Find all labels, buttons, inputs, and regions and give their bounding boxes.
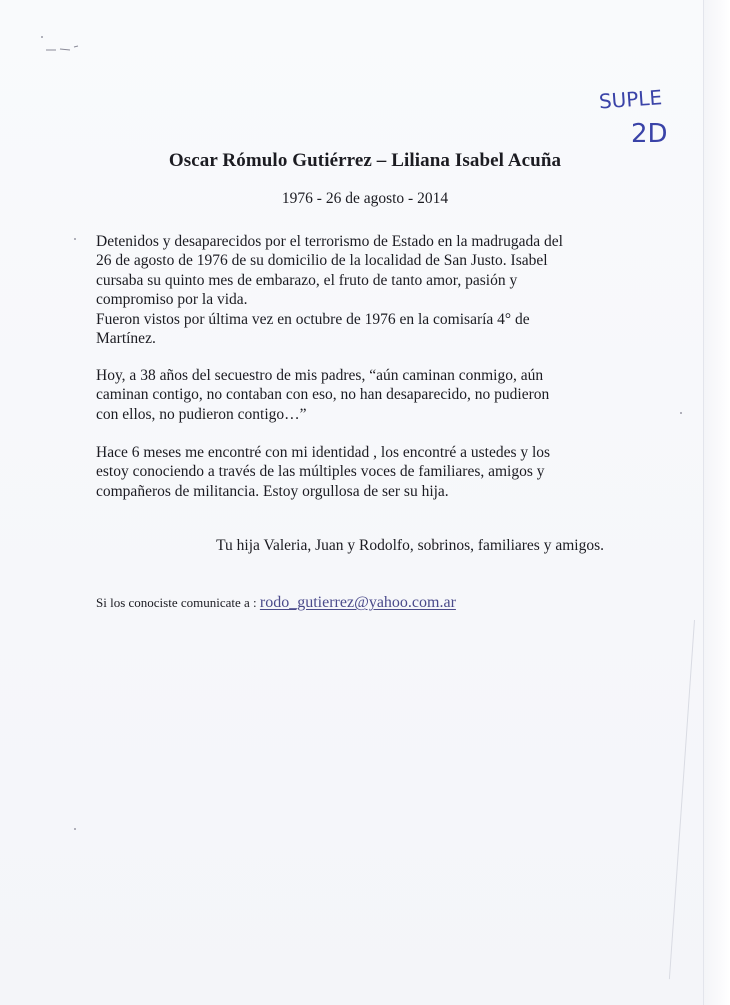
paragraph-line: estoy conociendo a través de las múltiples voces de familiares, amigos y (96, 463, 545, 481)
paragraph-line: Fueron vistos por última vez en octubre de 1976 en la comisaría 4° de (96, 310, 530, 328)
paragraph-line: cursaba su quinto mes de embarazo, el fruto de tanto amor, pasión y (96, 271, 518, 289)
paragraph-line: caminan contigo, no contaban con eso, no han desaparecido, no pudieron (96, 386, 550, 404)
signature-line: Tu hija Valeria, Juan y Rodolfo, sobrinos, familiares y amigos. (216, 537, 604, 554)
paragraph-2 (96, 366, 604, 424)
paragraph-line: 26 de agosto de 1976 de su domicilio de la localidad de San Justo. Isabel (96, 252, 548, 270)
document-title: Oscar Rómulo Gutiérrez – Liliana Isabel Acuña (168, 150, 562, 171)
paragraph-line: Hace 6 meses me encontré con mi identidad , los encontré a ustedes y los (96, 444, 551, 461)
paragraph-line: Hoy, a 38 años del secuestro de mis padres, “aún caminan conmigo, aún (96, 367, 544, 384)
paper-speck (680, 412, 682, 414)
contact-line (96, 594, 456, 612)
handwritten-annotation (595, 80, 685, 160)
paragraph-1 (96, 232, 604, 348)
paper-crease (669, 620, 695, 979)
pencil-mark (44, 38, 84, 56)
paper-speck (74, 828, 76, 830)
annotation-line2: 2D (631, 119, 668, 149)
date-line: 1976 - 26 de agosto - 2014 (281, 190, 449, 207)
paragraph-line: con ellos, no pudieron contigo…” (96, 405, 307, 423)
paper-speck (41, 36, 43, 38)
contact-email-link[interactable]: rodo_gutierrez@yahoo.com.ar (259, 594, 456, 611)
annotation-line1: SUPLE (598, 85, 663, 114)
paragraph-line: Martínez. (96, 330, 156, 348)
paper-speck (74, 238, 76, 240)
paragraph-line: compromiso por la vida. (96, 291, 248, 309)
contact-label: Si los conociste comunicate a : (96, 595, 257, 610)
paragraph-line: Detenidos y desaparecidos por el terrorismo de Estado en la madrugada del (96, 233, 563, 250)
paragraph-line: compañeros de militancia. Estoy orgullosa de ser su hija. (96, 482, 449, 500)
paragraph-3 (96, 443, 604, 501)
